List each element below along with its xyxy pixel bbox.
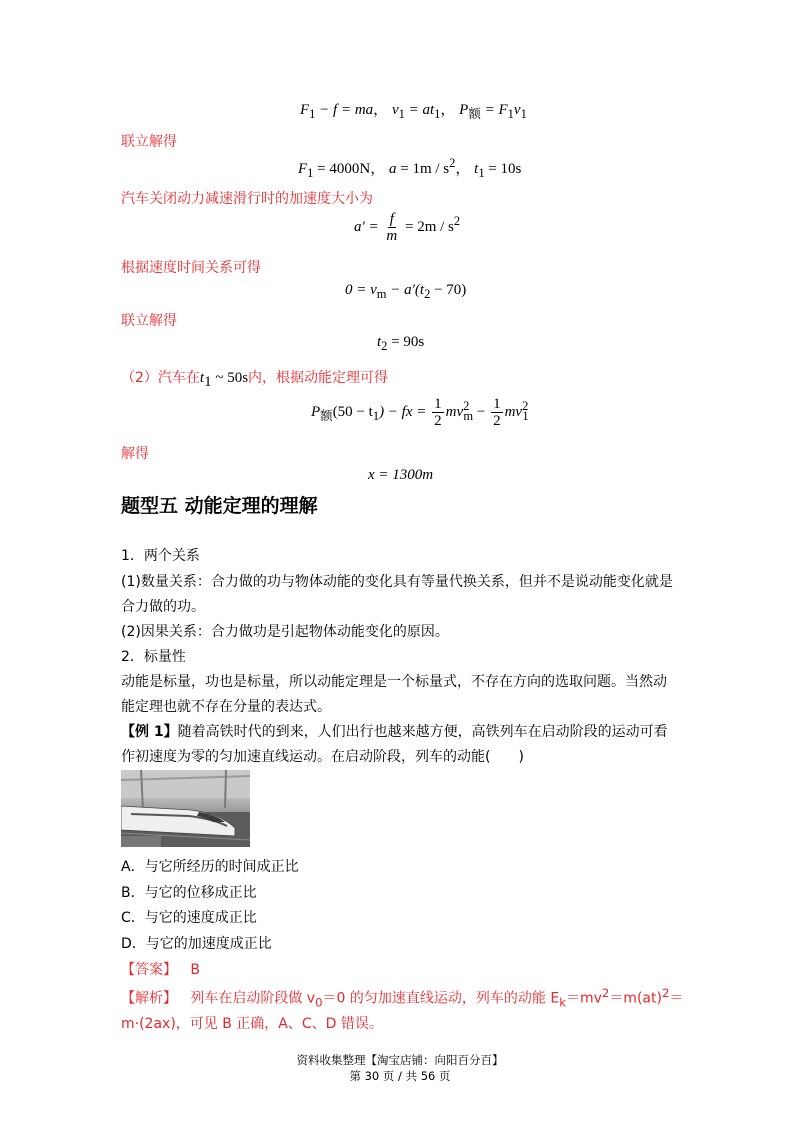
option-c: C．与它的速度成正比 bbox=[121, 910, 257, 926]
option-d: D．与它的加速度成正比 bbox=[121, 936, 272, 952]
example-line-2: 作初速度为零的匀加速直线运动。在启动阶段，列车的动能( ) bbox=[121, 749, 524, 765]
train-photo bbox=[121, 770, 250, 847]
label-velocity-time: 根据速度时间关系可得 bbox=[121, 260, 261, 276]
answer-tag: 【答案】 bbox=[121, 962, 177, 978]
option-a: A．与它所经历的时间成正比 bbox=[121, 859, 299, 875]
example-tag: 【例 1】 bbox=[121, 724, 178, 740]
equation-t2: $t_2 = 90s$ bbox=[377, 334, 425, 353]
body-line-1: 1．两个关系 bbox=[121, 548, 200, 564]
body-line-3: 合力做的功。 bbox=[121, 599, 205, 615]
equation-forces: $F_1 - f$ = ma， $v_1 = at_1$， $P_额 = F_1v_1$ bbox=[300, 102, 527, 121]
label-solve-2: 联立解得 bbox=[121, 313, 177, 329]
equation-distance: x = 1300m bbox=[368, 467, 434, 483]
analysis-tag: 【解析】 bbox=[121, 990, 177, 1007]
option-b: B．与它的位移成正比 bbox=[121, 885, 257, 901]
label-deceleration: 汽车关闭动力减速滑行时的加速度大小为 bbox=[121, 191, 373, 207]
label-solve-1: 联立解得 bbox=[121, 134, 177, 150]
equation-velocity-time: $0 = v_m - a'(t_2 - 70)$ bbox=[345, 282, 467, 301]
section-heading: 题型五 动能定理的理解 bbox=[121, 495, 318, 517]
example-line-1: 【例 1】随着高铁时代的到来，人们出行也越来越方便，高铁列车在启动阶段的运动可看 bbox=[121, 724, 668, 740]
analysis-line-2: m·(2ax)，可见 B 正确，A、C、D 错误。 bbox=[121, 1016, 383, 1032]
body-line-4: (2)因果关系：合力做功是引起物体动能变化的原因。 bbox=[121, 624, 449, 640]
equation-work-energy: $P_额(50 - t_1)$ − fx = $\frac{1}{2}$ $mv^2_m$ − $\frac{1}{2}$ $mv^2_1$ bbox=[311, 396, 529, 429]
answer-value: B bbox=[190, 962, 200, 978]
answer-line bbox=[121, 959, 200, 979]
footer-page-number: 第 30 页 / 共 56 页 bbox=[349, 1069, 451, 1083]
body-line-2: (1)数量关系：合力做的功与物体动能的变化具有等量代换关系，但并不是说动能变化就是 bbox=[121, 574, 673, 590]
label-solve-3: 解得 bbox=[121, 446, 149, 462]
equation-deceleration: a′ = $\frac{f}{m}$ = $2m / s^2$ bbox=[354, 211, 461, 244]
body-line-5: 2．标量性 bbox=[121, 649, 186, 665]
analysis-line-1: 【解析】 列车在启动阶段做 $v_0=0$ 的匀加速直线运动，列车的动能 $E_k=mv^2=m(at)^2=$ bbox=[121, 986, 684, 1010]
equation-results-1: $F_1 = 4000N$， $a = 1m / s^2$， $t_1 = 10s$ bbox=[298, 156, 522, 180]
footer-source: 资料收集整理【淘宝店铺：向阳百分百】 bbox=[296, 1053, 504, 1067]
label-part-2: （2）汽车在$t_1$ ~ 50s内，根据动能定理可得 bbox=[121, 370, 389, 390]
body-line-6: 动能是标量，功也是标量，所以动能定理是一个标量式，不存在方向的选取问题。当然动 bbox=[121, 674, 667, 690]
body-line-7: 能定理也就不存在分量的表达式。 bbox=[121, 699, 331, 715]
